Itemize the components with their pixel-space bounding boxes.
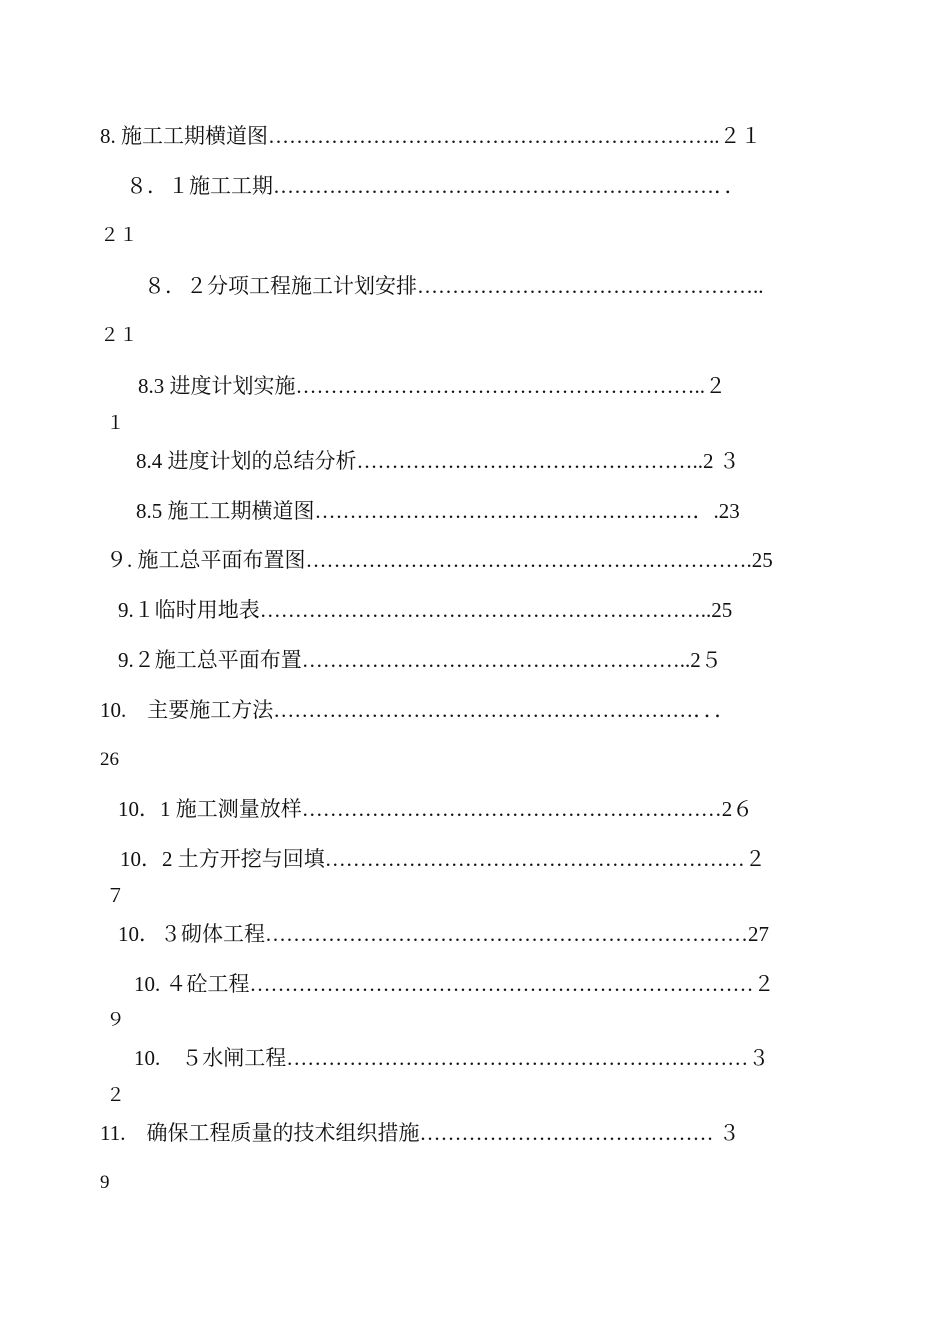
toc-entry-10-4: 10. ４砼工程………………………………………………………………２ — [134, 972, 775, 996]
toc-entry-9-1: 9.１临时用地表………………………………………………………..25 — [118, 598, 733, 622]
toc-entry-10-3: 10．３砌体工程……………………………………………………………27 — [118, 922, 769, 946]
toc-entry-10: 10. 主要施工方法……………………………………………………．．． — [100, 698, 736, 722]
toc-entry-8-1-page: ２１ — [100, 225, 139, 246]
toc-entry-8-4: 8.4 进度计划的总结分析…………………………………………..2 ３ — [136, 449, 740, 473]
toc-entry-9: ９. 施工总平面布置图……………………………………………………….25 — [106, 548, 773, 572]
toc-entry-8-2: ８．２分项工程施工计划安排………………………………………….. — [144, 274, 764, 298]
toc-entry-10-page: 26 — [100, 749, 119, 770]
toc-entry-8: 8. 施工工期横道图………………………………………………………..２１ — [100, 124, 762, 148]
toc-entry-10-1: 10．1 施工测量放样……………………………………………………2６ — [118, 797, 754, 821]
toc-entry-8-1: ８．１施工工期………………………………………………………．． — [126, 174, 746, 198]
toc-entry-11: 11. 确保工程质量的技术组织措施…………………………………… ３ — [100, 1121, 740, 1145]
toc-entry-11-page: 9 — [100, 1172, 110, 1193]
toc-entry-8-3-page: １ — [106, 413, 126, 434]
toc-entry-8-3: 8.3 进度计划实施…………………………………………………..２ — [138, 374, 726, 398]
toc-entry-9-2: 9.２施工总平面布置………………………………………………..2５ — [118, 648, 722, 672]
toc-entry-10-5-page: ２ — [106, 1085, 126, 1106]
toc-entry-8-5: 8.5 施工工期横道图………………………………………………．.23 — [136, 499, 740, 523]
toc-entry-10-5: 10. ５水闸工程…………………………………………………………３ — [134, 1046, 770, 1070]
toc-entry-10-2: 10．2 土方开挖与回填……………………………………………………２ — [120, 847, 766, 871]
toc-entry-10-2-page: ７ — [106, 886, 126, 907]
toc-entry-8-2-page: ２１ — [100, 325, 139, 346]
toc-entry-10-4-page: ９ — [106, 1010, 126, 1031]
